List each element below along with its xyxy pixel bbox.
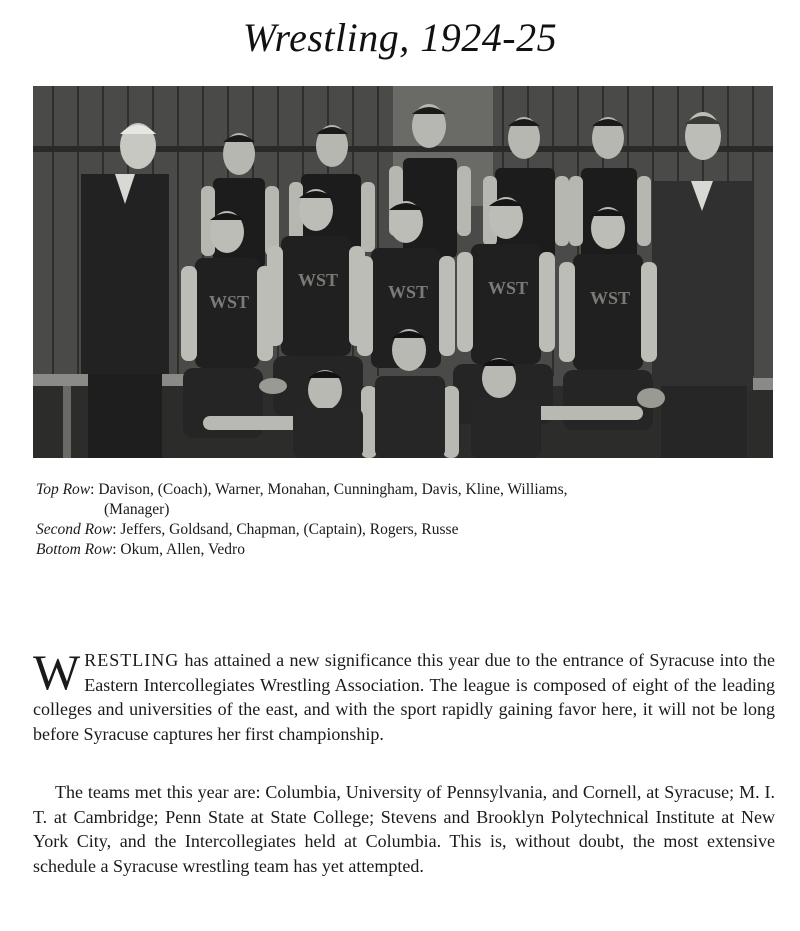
caption-bottom-row: [36, 540, 781, 560]
caption-row-names: : Davison, (Coach), Warner, Monahan, Cunningham, Davis, Kline, Williams,: [90, 481, 568, 498]
drop-cap: W: [33, 644, 81, 700]
caption-row-names: : Jeffers, Goldsand, Chapman, (Captain), Rogers, Russe: [112, 521, 459, 538]
jersey-letters: WST: [209, 292, 250, 312]
paragraph-text: has attained a new significance this year due to the entrance of Syracuse into the Eastern Intercollegiates Wrestling Association. The league is composed of eight of the leading colleges and universities of the east, and with the sport rapidly gaining favor here, it will not be long before Syracuse captures her first championship.: [33, 650, 775, 744]
caption-row-continuation: (Manager): [104, 501, 170, 518]
caption-row-names: : Okum, Allen, Vedro: [112, 541, 245, 558]
caption-row-label: Second Row: [36, 521, 113, 538]
team-photograph: [33, 86, 773, 458]
caption-top-row: [36, 480, 781, 520]
jersey-letters: WST: [388, 282, 429, 302]
photo-caption: [36, 480, 781, 560]
caption-row-label: Top Row: [36, 481, 91, 498]
caption-second-row: [36, 520, 781, 540]
article-paragraph-2: The teams met this year are: Columbia, University of Pennsylvania, and Cornell, at Syracuse; M. I. T. at Cambridge; Penn State at State College; Stevens and Brooklyn Polytechnical Institute at New York City, and the Intercollegiates held at Columbia. This is, without doubt, the most extensive schedule a Syracuse wrestling team has yet attempted.: [33, 782, 775, 876]
lead-word: RESTLING: [84, 650, 180, 670]
caption-row-label: Bottom Row: [36, 541, 113, 558]
page-title: Wrestling, 1924-25: [242, 15, 558, 60]
jersey-letters: WST: [590, 288, 631, 308]
article-paragraph-1: [33, 644, 775, 746]
jersey-letters: WST: [488, 278, 529, 298]
jersey-letters: WST: [298, 270, 339, 290]
